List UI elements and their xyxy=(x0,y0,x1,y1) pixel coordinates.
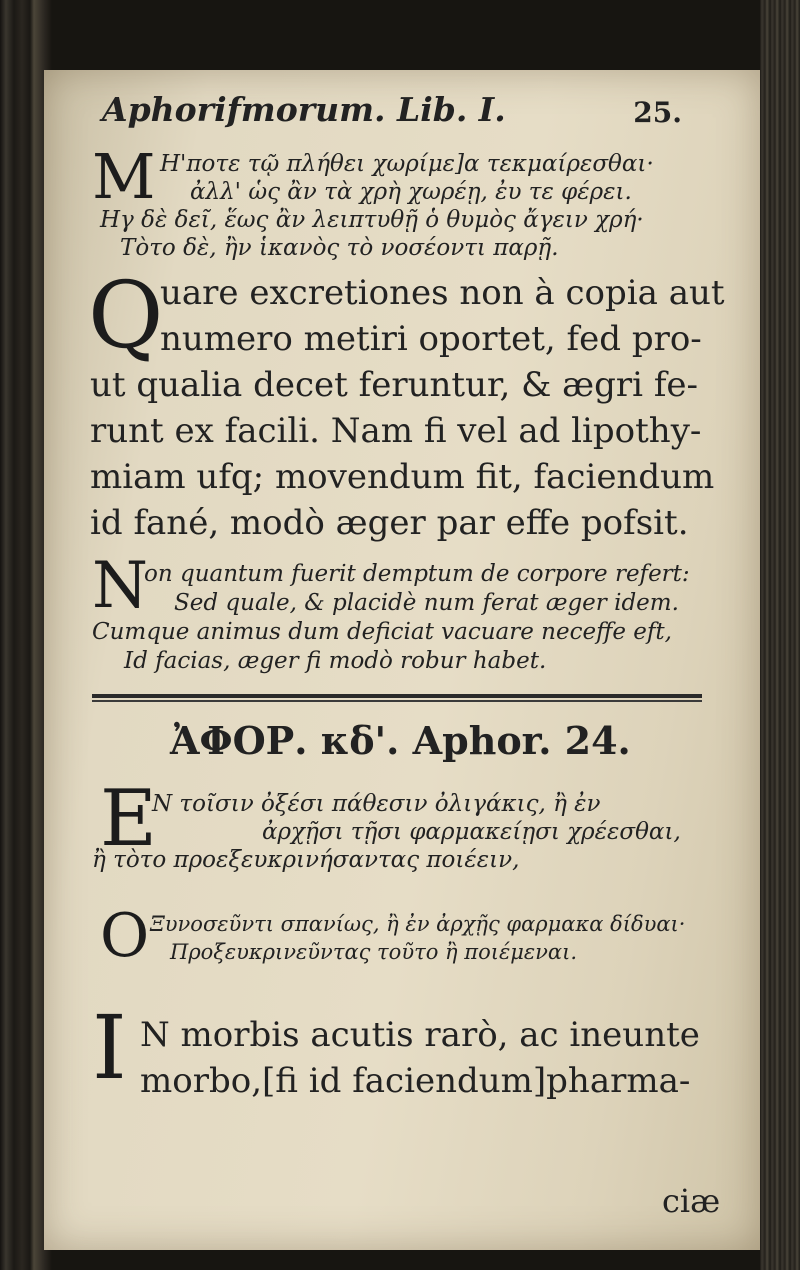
greek-line: Προξευκρινεῦντας τοῦτο ἢ ποιέμεναι. xyxy=(170,940,577,964)
latin-line: uare excretiones non à copia aut xyxy=(160,273,725,313)
latin-line: id fané, modò æger par effe pofsit. xyxy=(90,503,689,543)
latin-line: miam ufq; movendum fit, faciendum xyxy=(90,457,715,497)
dropcap-o: O xyxy=(100,901,150,971)
dropcap-q: Q xyxy=(88,262,164,369)
latin-line: ut qualia decet feruntur, & ægri fe- xyxy=(90,365,699,405)
dropcap-e: E xyxy=(100,774,157,864)
aphorism-24-greek xyxy=(92,790,681,874)
verse-line: Id facias, æger fi modò robur habet. xyxy=(124,648,547,674)
verse-line: Cumque animus dum deficiat vacuare neceffe eft, xyxy=(92,619,672,645)
page-number: 25. xyxy=(633,96,682,129)
section-divider-thin xyxy=(92,700,702,702)
latin-line: runt ex facili. Nam fi vel ad lipothy- xyxy=(90,411,702,451)
greek-line: Ηγ δὲ δεῖ, ἕως ἂν λειπτυθῇ ὁ θυμὸς ἄγειν χρή· xyxy=(100,207,644,233)
greek-line: ἢ τὸτο προεξευκρινήσαντας ποιέειν, xyxy=(92,847,520,873)
greek-line: N τοῖσιν ὀξέσι πάθεσιν ὀλιγάκις, ἢ ἐν xyxy=(152,791,601,817)
aphorism-23-greek xyxy=(100,150,654,262)
greek-line: Ξυνοσεῦντι σπανίως, ἢ ἐν ἀρχῇς φαρμακα δίδυαι· xyxy=(150,912,686,936)
verse-line: Sed quale, & placidè num ferat æger idem. xyxy=(174,590,679,616)
aphorism-24-heading: ἈΦΟΡ. κδ'. Aphor. 24. xyxy=(170,718,631,763)
aphorism-24-greek-couplet xyxy=(150,910,685,966)
greek-line: H'ποτε τῷ πλήθει χωρίμε]α τεκμαίρεσθαι· xyxy=(160,151,654,177)
catchword: ciæ xyxy=(662,1182,721,1220)
greek-line: ἀλλ' ὡς ἂν τὰ χρὴ χωρέῃ, ἐυ τε φέρει. xyxy=(190,179,632,205)
section-divider-thick xyxy=(92,694,702,698)
verse-line: on quantum fuerit demptum de corpore refert: xyxy=(144,561,690,587)
greek-line: ἀρχῇσι τῇσι φαρμακείῃσι χρέεσθαι, xyxy=(262,819,681,845)
greek-line: Τὸτο δὲ, ἢν ἱκανὸς τὸ νοσέοντι παρῇ. xyxy=(120,235,559,261)
latin-line: N morbis acutis rarò, ac ineunte xyxy=(140,1015,700,1055)
book-binding-edge xyxy=(760,0,800,1270)
aphorism-24-latin xyxy=(140,1012,700,1104)
latin-line: numero metiri oportet, fed pro- xyxy=(160,319,702,359)
dropcap-m: M xyxy=(92,140,156,213)
latin-line: morbo,[fi id faciendum]pharma- xyxy=(140,1061,691,1101)
running-title: Aphorifmorum. Lib. I. xyxy=(102,90,506,129)
page-header xyxy=(62,90,682,140)
aphorism-23-latin xyxy=(88,262,725,546)
aphorism-23-verse xyxy=(92,560,690,676)
dropcap-n: N xyxy=(92,549,148,623)
dropcap-i: I xyxy=(92,996,127,1099)
